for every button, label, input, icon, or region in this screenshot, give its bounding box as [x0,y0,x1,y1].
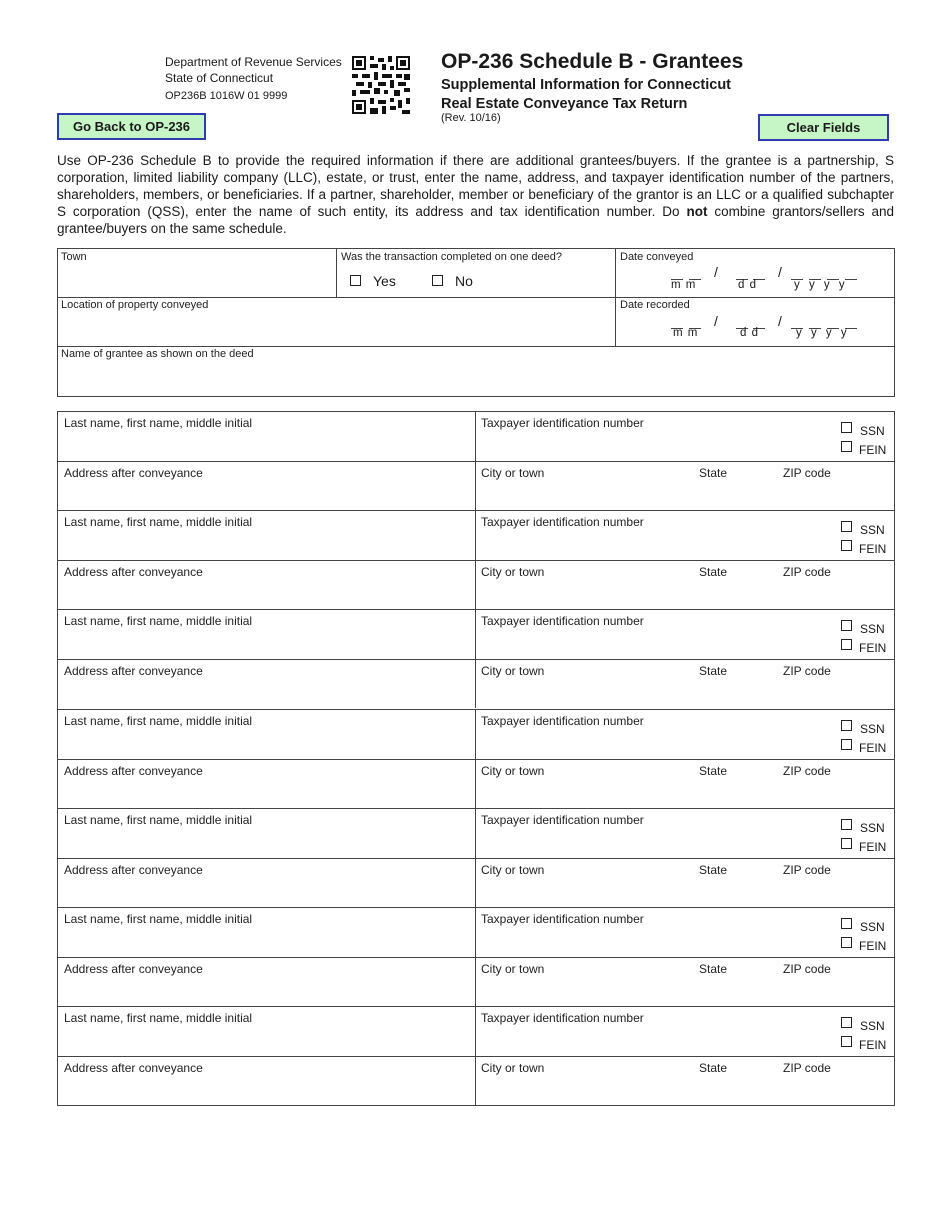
zip-code-field[interactable]: ZIP code [783,1061,831,1076]
address-field[interactable]: Address after conveyance [64,763,203,778]
city-field[interactable]: City or town [481,962,545,976]
taxpayer-id-field[interactable]: Taxpayer identification number [481,614,644,629]
zip-code-field[interactable]: ZIP code [783,565,831,580]
qr-code-icon [352,56,410,114]
instructions-paragraph [57,152,894,237]
instructions-text-1: Use OP-236 Schedule B to provide the required information if there are additional grantees/buyers. If the grantee is a partnership, S corporation, limited liability company (LLC), estate, or trust, enter the name, address, and taxpayer identification number of the partners, shareholders, members, or beneficiaries. If a partner, shareholder, member or beneficiary of the grantor is an LLC or a qualified subchapter S corporation (QSS), enter the name of such entity, its address and tax identification number. Do [57,153,894,219]
agency-block [165,54,342,86]
location-label: Location of property conveyed [61,299,209,311]
ssn-label: SSN [860,920,885,934]
town-label: Town [61,251,87,263]
instructions-text-2: combine grantors/sellers and grantee/buyers on the same schedule. [57,204,894,236]
taxpayer-id-field[interactable]: Taxpayer identification number [481,1011,644,1026]
address-field[interactable]: Address after conveyance [64,962,203,976]
date-separator: / [778,264,782,280]
ssn-label: SSN [860,523,885,538]
state-field[interactable]: State [699,466,728,480]
zip-code-field[interactable]: ZIP code [783,962,831,976]
fein-label: FEIN [859,740,887,755]
city-field[interactable]: City or town [481,466,545,480]
grantee-name-field[interactable]: Last name, first name, middle initial [64,1011,253,1026]
taxpayer-id-field[interactable]: Taxpayer identification number [481,912,644,926]
instructions-emphasis: not [686,204,708,219]
yes-label: Yes [373,273,396,289]
address-field[interactable]: Address after conveyance [64,466,203,480]
taxpayer-id-field[interactable]: Taxpayer identification number [481,713,644,728]
property-info-section [57,248,895,397]
fein-label: FEIN [859,939,887,953]
grantee-name-field[interactable]: Last name, first name, middle initial [64,614,253,629]
state-field[interactable]: State [699,763,728,778]
zip-code-field[interactable]: ZIP code [783,862,831,877]
form-subtitle [441,76,731,114]
state-field[interactable]: State [699,565,728,580]
address-field[interactable]: Address after conveyance [64,664,203,679]
ssn-label: SSN [860,820,885,835]
form-subtitle-line2: Real Estate Conveyance Tax Return [441,96,688,112]
revision-date: (Rev. 10/16) [441,112,501,124]
fein-label: FEIN [859,839,887,854]
taxpayer-id-field[interactable]: Taxpayer identification number [481,515,644,530]
city-field[interactable]: City or town [481,862,545,877]
fein-label: FEIN [859,641,887,656]
form-subtitle-line1: Supplemental Information for Connecticut [441,77,732,93]
fein-label: FEIN [859,443,887,457]
state-field[interactable]: State [699,862,728,877]
date-separator: / [778,313,782,329]
one-deed-question: Was the transaction completed on one deed? [341,251,562,263]
ssn-label: SSN [860,1019,885,1034]
zip-code-field[interactable]: ZIP code [783,664,831,679]
grantee-table [57,411,895,1106]
agency-name: Department of Revenue Services [165,55,342,69]
month-placeholder: m m [673,327,699,339]
no-label: No [455,273,473,289]
address-field[interactable]: Address after conveyance [64,565,203,580]
grantee-name-field[interactable]: Last name, first name, middle initial [64,812,253,827]
date-separator: / [714,313,718,329]
year-placeholder: y y y y [794,279,848,291]
day-placeholder: d d [740,327,759,339]
date-separator: / [714,264,718,280]
taxpayer-id-field[interactable]: Taxpayer identification number [481,812,644,827]
grantee-deed-name-label: Name of grantee as shown on the deed [61,348,254,360]
month-placeholder: m m [671,279,697,291]
city-field[interactable]: City or town [481,1061,545,1076]
address-field[interactable]: Address after conveyance [64,862,203,877]
divider [57,297,895,298]
yes-checkbox[interactable] [350,275,361,286]
address-field[interactable]: Address after conveyance [64,1061,203,1076]
ssn-label: SSN [860,622,885,637]
agency-state: State of Connecticut [165,71,274,85]
state-field[interactable]: State [699,962,728,976]
zip-code-field[interactable]: ZIP code [783,763,831,778]
no-checkbox[interactable] [432,275,443,286]
go-back-button[interactable]: Go Back to OP-236 [57,113,206,140]
city-field[interactable]: City or town [481,664,545,679]
zip-code-field[interactable]: ZIP code [783,466,831,480]
ssn-label: SSN [860,721,885,736]
fein-label: FEIN [859,542,887,557]
form-title: OP-236 Schedule B - Grantees [441,50,744,73]
state-field[interactable]: State [699,1061,728,1076]
clear-fields-button[interactable]: Clear Fields [758,114,889,141]
state-field[interactable]: State [699,664,728,679]
city-field[interactable]: City or town [481,565,545,580]
fein-label: FEIN [859,1038,887,1053]
grantee-name-field[interactable]: Last name, first name, middle initial [64,713,253,728]
day-placeholder: d d [738,279,757,291]
grantee-name-field[interactable]: Last name, first name, middle initial [64,912,253,926]
form-code: OP236B 1016W 01 9999 [165,90,288,102]
divider [336,248,337,297]
grantee-name-field[interactable]: Last name, first name, middle initial [64,515,253,530]
city-field[interactable]: City or town [481,763,545,778]
divider [57,346,895,347]
grantee-name-field[interactable]: Last name, first name, middle initial [64,416,253,430]
date-conveyed-label: Date conveyed [620,251,694,263]
year-placeholder: y y y y [796,327,850,339]
taxpayer-id-field[interactable]: Taxpayer identification number [481,416,644,430]
date-recorded-label: Date recorded [620,299,690,311]
divider [615,248,616,346]
ssn-label: SSN [860,424,885,438]
